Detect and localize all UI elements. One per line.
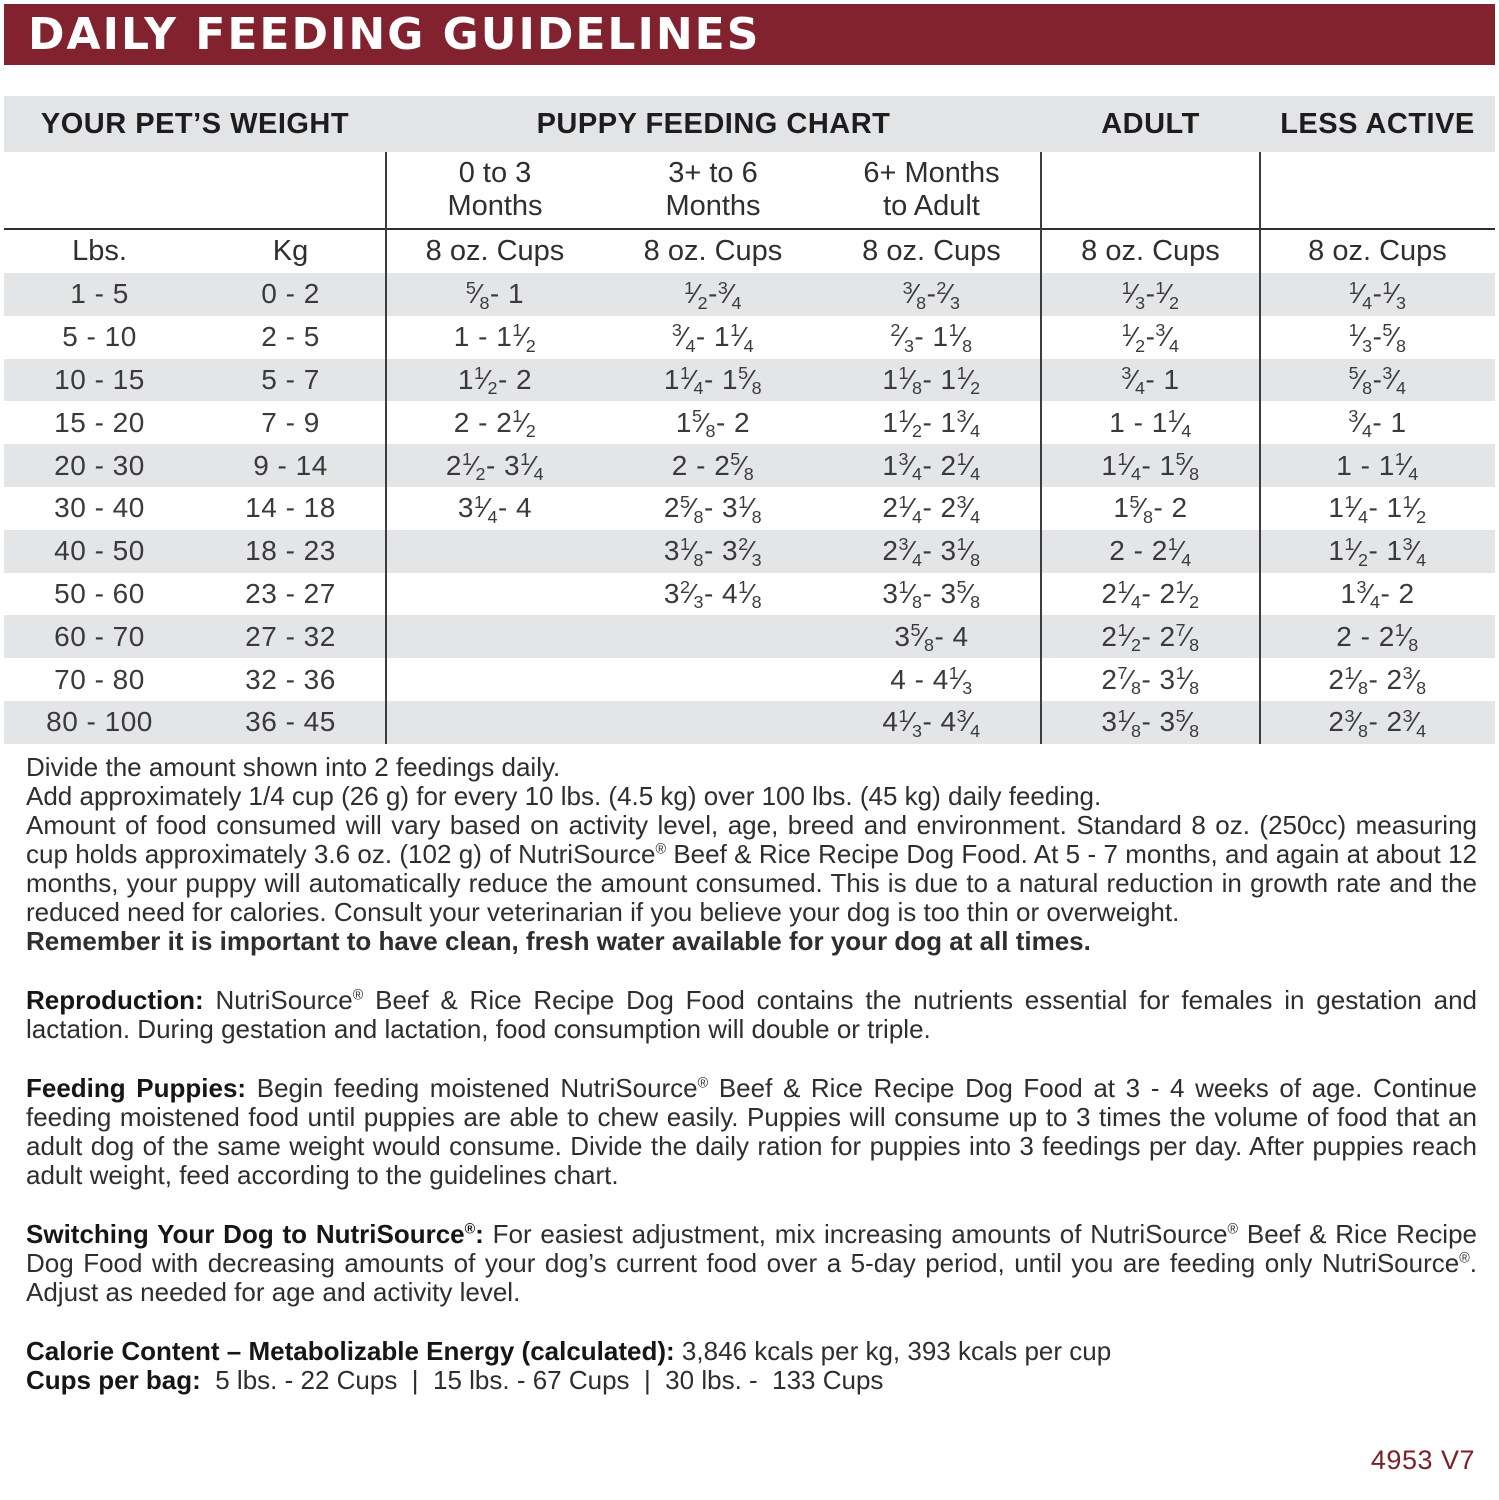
month-header-line: to Adult	[883, 190, 980, 222]
cell-puppy-6-adult: 4 $^1⁄_3$ - 4 $^3⁄_4$	[882, 705, 981, 741]
cell-puppy-0-3	[386, 573, 604, 616]
table-row	[4, 487, 1495, 530]
cell-puppy-3-6: 3 $^2⁄_3$ - 4 $^1⁄_8$	[663, 577, 763, 613]
unit-header-kg: Kg	[272, 235, 309, 267]
cell-puppy-3-6: 2 - 2 $^5⁄_8$	[671, 448, 755, 484]
info-section	[26, 1220, 1477, 1307]
col-header-6-months-adult	[822, 152, 1041, 228]
unit-header-cups: 8 oz. Cups	[1308, 235, 1447, 267]
cell-puppy-3-6: 3 $^1⁄_8$ - 3 $^2⁄_3$	[663, 534, 763, 570]
cell-less-active: 1 $^3⁄_4$ - 2	[1340, 577, 1415, 613]
spacer	[1260, 152, 1495, 228]
info-section	[26, 986, 1477, 1044]
cell-kg: 5 - 7	[261, 363, 320, 395]
cell-less-active: 1 $^1⁄_2$ - 1 $^3⁄_4$	[1328, 534, 1427, 570]
month-header-line: Months	[447, 190, 543, 222]
cell-puppy-3-6: $^3⁄_4$ - 1 $^1⁄_4$	[671, 320, 755, 356]
cell-adult: $^1⁄_2$ - $^3⁄_4$	[1121, 320, 1180, 356]
table-row	[4, 359, 1495, 402]
document-code: 4953 V7	[1370, 1445, 1475, 1475]
section-body: Begin feeding moistened NutriSource® Beef & Rice Recipe Dog Food at 3 - 4 weeks of age. Continue feeding moistened food until puppies are able to chew easily. Puppies will consume up to 3 times the volume of food that an adult dog of the same weight would consume. Divide the daily ration for puppies into 3 feedings per day. After puppies reach adult weight, feed according to the guidelines chart.	[26, 1073, 1478, 1190]
unit-header-cups: 8 oz. Cups	[643, 235, 783, 267]
spacer	[195, 152, 386, 228]
cell-less-active: $^3⁄_4$ - 1	[1348, 405, 1407, 442]
note-paragraph: Amount of food consumed will vary based on activity level, age, breed and environment. Standard 8 oz. (250cc) measuring cup holds approximately 3.6 oz. (102 g) of NutriSource® Beef & Rice Recipe Dog Food. At 5 - 7 months, and again at about 12 months, your puppy will automatically reduce the amount consumed. This is due to a natural reduction in growth rate and the reduced need for calories. Consult your veterinarian if you believe your dog is too thin or overweight.	[26, 810, 1477, 927]
calorie-heading: Calorie Content – Metabolizable Energy (calculated):	[26, 1336, 675, 1366]
cell-puppy-0-3: 2 $^1⁄_2$ - 3 $^1⁄_4$	[445, 448, 545, 484]
cell-kg: 2 - 5	[261, 321, 320, 353]
cell-kg: 18 - 23	[245, 535, 336, 567]
cell-puppy-3-6: 1 $^5⁄_8$ - 2	[675, 405, 751, 442]
cell-less-active: 1 $^1⁄_4$ - 1 $^1⁄_2$	[1328, 491, 1427, 527]
table-group-header-row	[4, 96, 1495, 152]
cell-puppy-0-3	[386, 615, 604, 658]
spacer	[4, 152, 195, 228]
cell-adult: $^3⁄_4$ - 1	[1121, 363, 1180, 399]
table-row	[4, 530, 1495, 573]
text-body	[26, 753, 1477, 1395]
unit-header-lbs: Lbs.	[72, 235, 127, 267]
table-divider	[1040, 152, 1042, 744]
cell-puppy-3-6	[604, 701, 822, 744]
cell-adult: 2 $^1⁄_4$ - 2 $^1⁄_2$	[1101, 577, 1200, 613]
cell-puppy-6-adult: 1 $^1⁄_8$ - 1 $^1⁄_2$	[882, 363, 981, 399]
cell-puppy-6-adult: 4 - 4 $^1⁄_3$	[890, 662, 973, 698]
cell-adult: 2 $^1⁄_2$ - 2 $^7⁄_8$	[1101, 619, 1200, 656]
cell-adult: 2 - 2 $^1⁄_4$	[1109, 534, 1192, 570]
months-header-row	[4, 152, 1495, 228]
cell-less-active: 2 - 2 $^1⁄_8$	[1336, 619, 1419, 656]
cell-less-active: $^1⁄_3$ - $^5⁄_8$	[1348, 320, 1407, 356]
section-body: For easiest adjustment, mix increasing amounts of NutriSource® Beef & Rice Recipe Dog Food with decreasing amounts of your dog’s current food over a 5-day period, until you are feeding only NutriSource®. Adjust as needed for age and activity level.	[26, 1219, 1477, 1307]
water-reminder: Remember it is important to have clean, fresh water available for your dog at all times.	[26, 926, 1091, 956]
cell-adult: 1 $^1⁄_4$ - 1 $^5⁄_8$	[1101, 448, 1200, 484]
cell-kg: 32 - 36	[245, 663, 336, 695]
cell-puppy-3-6	[604, 615, 822, 658]
unit-header-cups: 8 oz. Cups	[425, 235, 565, 267]
cell-lbs: 20 - 30	[54, 449, 145, 481]
cell-kg: 7 - 9	[261, 406, 320, 438]
cell-lbs: 5 - 10	[62, 321, 137, 353]
cell-adult: 3 $^1⁄_8$ - 3 $^5⁄_8$	[1101, 705, 1200, 741]
header-adult: ADULT	[1101, 107, 1200, 140]
cell-puppy-0-3: 2 - 2 $^1⁄_2$	[453, 405, 537, 442]
cell-adult: 1 - 1 $^1⁄_4$	[1109, 405, 1192, 442]
table-row	[4, 401, 1495, 444]
header-puppy-feeding-chart: PUPPY FEEDING CHART	[536, 107, 891, 140]
cell-lbs: 50 - 60	[54, 577, 145, 609]
title-banner	[4, 4, 1495, 65]
month-header-line: Months	[665, 190, 761, 222]
cell-lbs: 40 - 50	[54, 535, 145, 567]
cell-puppy-3-6: 1 $^1⁄_4$ - 1 $^5⁄_8$	[663, 363, 763, 399]
cell-puppy-6-adult: 1 $^1⁄_2$ - 1 $^3⁄_4$	[882, 405, 981, 442]
table-row	[4, 573, 1495, 616]
cell-lbs: 60 - 70	[54, 620, 145, 652]
cell-kg: 36 - 45	[245, 706, 336, 738]
cell-less-active: $^5⁄_8$ - $^3⁄_4$	[1348, 363, 1407, 399]
info-sections	[26, 986, 1477, 1307]
cell-less-active: 2 $^3⁄_8$ - 2 $^3⁄_4$	[1328, 705, 1427, 741]
cell-lbs: 1 - 5	[70, 278, 129, 310]
cell-puppy-6-adult: $^3⁄_8$ - $^2⁄_3$	[902, 277, 961, 313]
cell-kg: 0 - 2	[261, 278, 320, 310]
cell-less-active: 1 - 1 $^1⁄_4$	[1336, 448, 1419, 484]
cell-adult: $^1⁄_3$ - $^1⁄_2$	[1121, 277, 1180, 313]
cell-lbs: 70 - 80	[54, 663, 145, 695]
table-divider	[1259, 152, 1261, 744]
month-header-line: 6+ Months	[863, 157, 1000, 189]
cell-puppy-0-3: 1 $^1⁄_2$ - 2	[457, 363, 533, 399]
cell-puppy-3-6: $^1⁄_2$ - $^3⁄_4$	[684, 277, 742, 313]
cell-puppy-6-adult: $^2⁄_3$ - 1 $^1⁄_8$	[890, 320, 973, 356]
cell-puppy-6-adult: 2 $^3⁄_4$ - 3 $^1⁄_8$	[882, 534, 981, 570]
table-row	[4, 658, 1495, 701]
header-your-pets-weight: YOUR PET’S WEIGHT	[40, 107, 350, 140]
month-header-line: 3+ to 6	[668, 157, 758, 189]
table-row	[4, 316, 1495, 359]
cell-less-active: $^1⁄_4$ - $^1⁄_3$	[1348, 277, 1407, 313]
cell-adult: 2 $^7⁄_8$ - 3 $^1⁄_8$	[1101, 662, 1200, 698]
cell-puppy-6-adult: 2 $^1⁄_4$ - 2 $^3⁄_4$	[882, 491, 981, 527]
cell-lbs: 15 - 20	[54, 406, 145, 438]
cell-adult: 1 $^5⁄_8$ - 2	[1113, 491, 1188, 527]
cell-puppy-6-adult: 1 $^3⁄_4$ - 2 $^1⁄_4$	[882, 448, 981, 484]
unit-header-cups: 8 oz. Cups	[862, 235, 1001, 267]
header-less-active: LESS ACTIVE	[1280, 107, 1475, 140]
section-body: NutriSource® Beef & Rice Recipe Dog Food contains the nutrients essential for females in gestation and lactation. During gestation and lactation, food consumption will double or triple.	[26, 985, 1477, 1044]
section-heading: Reproduction:	[26, 985, 204, 1015]
calorie-value: 3,846 kcals per kg, 393 kcals per cup	[681, 1336, 1112, 1366]
info-section	[26, 1074, 1477, 1190]
feeding-table	[4, 96, 1495, 744]
note-feedings: Divide the amount shown into 2 feedings daily.	[26, 752, 561, 782]
cell-puppy-6-adult: 3 $^1⁄_8$ - 3 $^5⁄_8$	[882, 577, 981, 613]
cell-kg: 23 - 27	[245, 577, 336, 609]
cell-puppy-0-3	[386, 701, 604, 744]
month-header-line: 0 to 3	[458, 157, 532, 189]
cell-puppy-3-6	[604, 658, 822, 701]
cell-kg: 27 - 32	[245, 620, 336, 652]
cell-puppy-0-3: 1 - 1 $^1⁄_2$	[453, 320, 537, 356]
table-divider	[385, 152, 387, 744]
calorie-content-block	[26, 1337, 1477, 1395]
cell-puppy-6-adult: 3 $^5⁄_8$ - 4	[894, 619, 969, 656]
table-row	[4, 444, 1495, 487]
table-row	[4, 273, 1495, 316]
table-row	[4, 615, 1495, 658]
cell-lbs: 10 - 15	[54, 363, 145, 395]
cups-per-bag-heading: Cups per bag:	[26, 1365, 201, 1395]
cups-per-bag-line	[26, 1366, 1477, 1395]
page-title: DAILY FEEDING GUIDELINES	[28, 9, 761, 60]
cell-puppy-0-3	[386, 530, 604, 573]
table-row	[4, 701, 1495, 744]
cell-lbs: 30 - 40	[54, 492, 145, 524]
section-heading: Switching Your Dog to NutriSource®:	[26, 1219, 484, 1249]
cell-kg: 9 - 14	[253, 449, 328, 481]
cell-puppy-0-3: $^5⁄_8$ - 1	[465, 277, 525, 313]
table-body	[4, 273, 1495, 744]
calorie-content-line	[26, 1337, 1477, 1366]
cell-kg: 14 - 18	[245, 492, 336, 524]
cell-less-active: 2 $^1⁄_8$ - 2 $^3⁄_8$	[1328, 662, 1427, 698]
units-header-row	[4, 230, 1495, 273]
col-header-3-6-months	[604, 152, 822, 228]
unit-header-cups: 8 oz. Cups	[1081, 235, 1220, 267]
cell-puppy-0-3: 3 $^1⁄_4$ - 4	[457, 491, 533, 527]
spacer	[1041, 152, 1260, 228]
cell-lbs: 80 - 100	[46, 706, 153, 738]
cell-puppy-0-3	[386, 658, 604, 701]
section-heading: Feeding Puppies:	[26, 1073, 247, 1103]
col-header-0-3-months	[386, 152, 604, 228]
cups-per-bag-value: 5 lbs. - 22 Cups | 15 lbs. - 67 Cups | 30 lbs. - 133 Cups	[215, 1365, 884, 1395]
note-add-amount: Add approximately 1/4 cup (26 g) for every 10 lbs. (4.5 kg) over 100 lbs. (45 kg) daily feeding.	[26, 781, 1102, 811]
cell-puppy-3-6: 2 $^5⁄_8$ - 3 $^1⁄_8$	[663, 491, 763, 527]
